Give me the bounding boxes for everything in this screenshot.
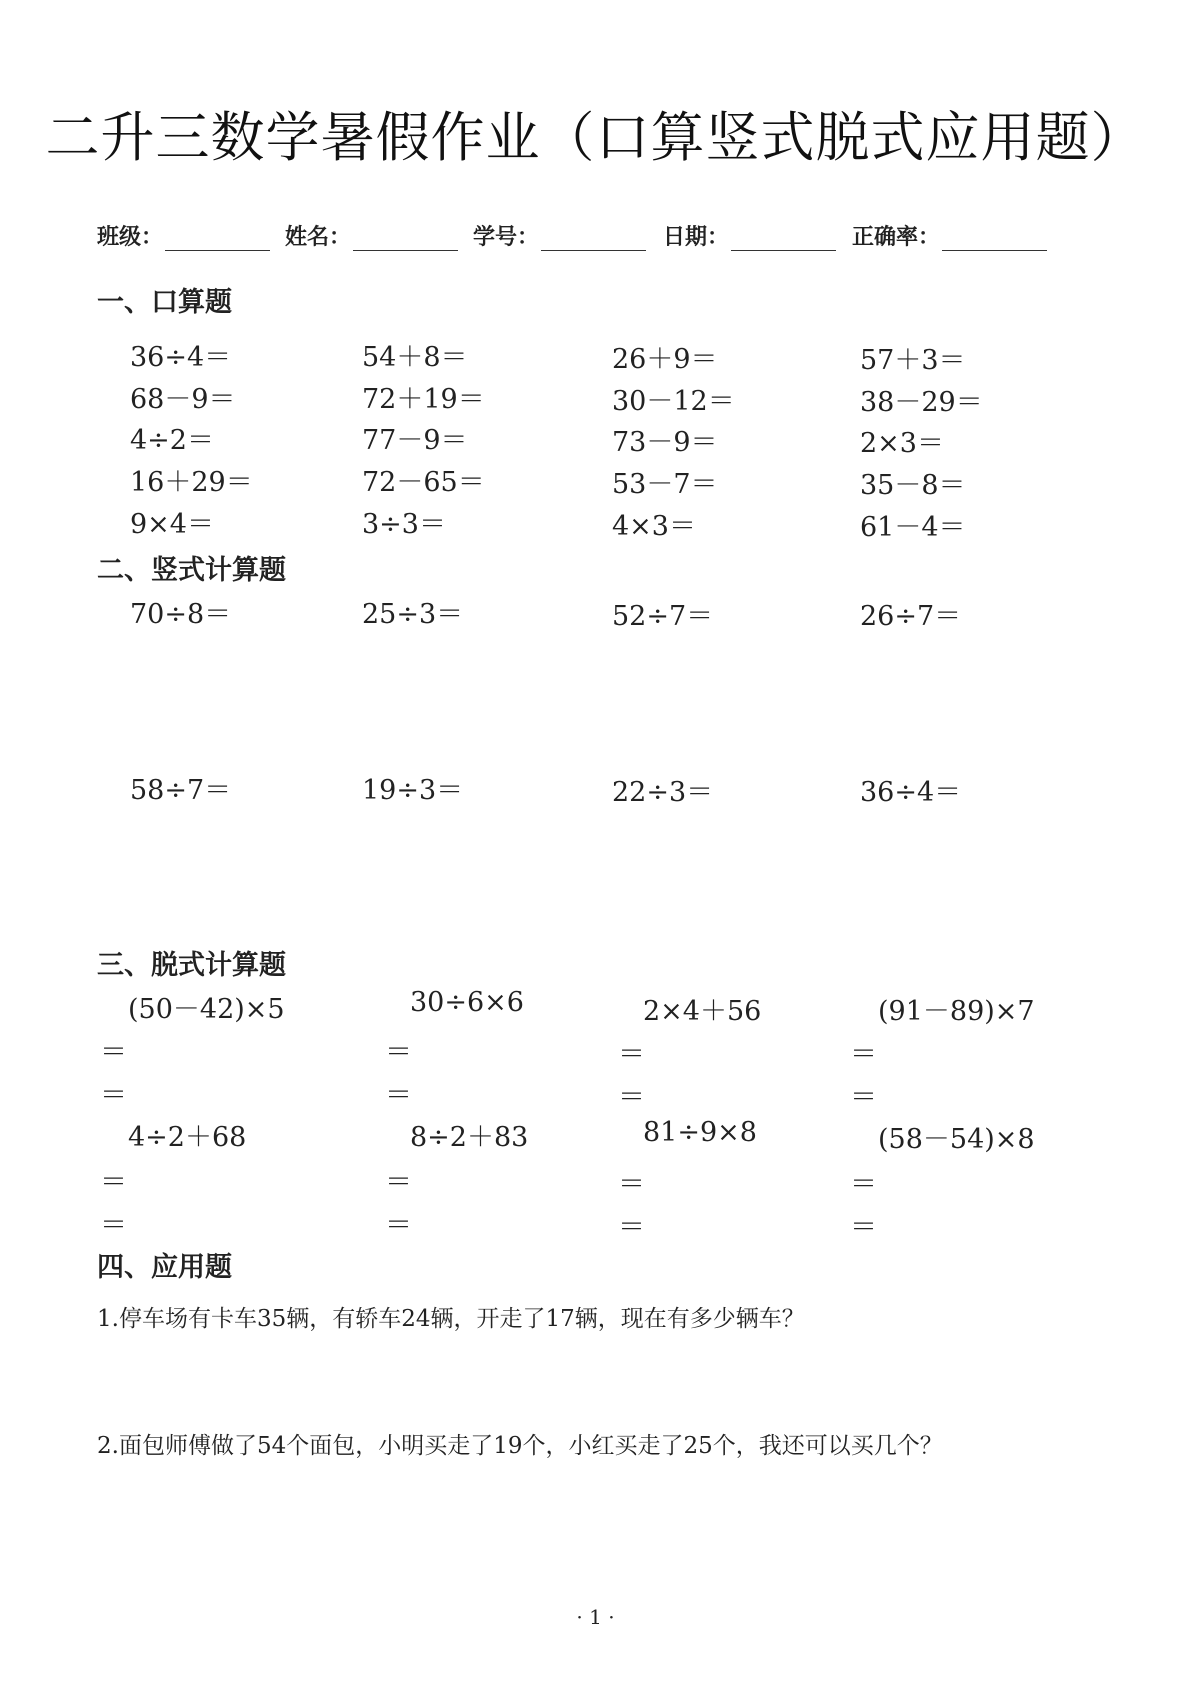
equals-sign: ＝ (850, 1169, 877, 1200)
oral-problem: 61－4＝ (860, 512, 966, 543)
info-field-name (285, 220, 458, 251)
info-label-class: 班级： (97, 225, 164, 250)
oral-problem: 38－29＝ (860, 387, 983, 418)
oral-problem: 53－7＝ (612, 469, 718, 500)
oral-problem: 57＋3＝ (860, 345, 966, 376)
oral-problem: 72＋19＝ (362, 384, 485, 415)
oral-problem: 3÷3＝ (362, 509, 446, 540)
vertical-problem: 36÷4＝ (860, 777, 962, 808)
oral-problem: 68－9＝ (130, 384, 236, 415)
oral-problem: 26＋9＝ (612, 344, 718, 375)
oral-problem: 9×4＝ (130, 509, 214, 540)
accuracy-blank-field[interactable] (942, 224, 1047, 251)
word-problem-2: 2.面包师傅做了54个面包，小明买走了19个，小红买走了25个，我还可以买几个？ (97, 1433, 943, 1459)
info-label-date: 日期： (663, 225, 730, 250)
stepwise-problem: 81÷9×8 (643, 1117, 757, 1148)
oral-problem: 2×3＝ (860, 428, 944, 459)
student-info-row (97, 220, 1117, 260)
info-field-student-id (473, 220, 646, 251)
stepwise-problem: 2×4＋56 (643, 996, 762, 1027)
equals-sign: ＝ (618, 1169, 645, 1200)
info-label-name: 姓名： (285, 225, 352, 250)
section-heading-stepwise: 三、脱式计算题 (97, 950, 286, 981)
oral-problem: 36÷4＝ (130, 342, 232, 373)
stepwise-problem: 8÷2＋83 (410, 1122, 529, 1153)
stepwise-problem: (50－42)×5 (128, 994, 285, 1025)
worksheet-title: 二升三数学暑假作业（口算竖式脱式应用题） (45, 106, 1146, 169)
equals-sign: ＝ (850, 1082, 877, 1113)
vertical-problem: 26÷7＝ (860, 601, 962, 632)
equals-sign: ＝ (385, 1210, 412, 1241)
oral-problem: 77－9＝ (362, 425, 468, 456)
vertical-problem: 52÷7＝ (612, 601, 714, 632)
equals-sign: ＝ (100, 1210, 127, 1241)
info-field-accuracy (852, 220, 1047, 251)
equals-sign: ＝ (385, 1167, 412, 1198)
class-blank-field[interactable] (165, 224, 270, 251)
vertical-problem: 70÷8＝ (130, 599, 232, 630)
equals-sign: ＝ (850, 1212, 877, 1243)
info-field-class (97, 220, 270, 251)
stepwise-problem: 4÷2＋68 (128, 1122, 247, 1153)
equals-sign: ＝ (850, 1039, 877, 1070)
oral-problem: 4÷2＝ (130, 425, 214, 456)
equals-sign: ＝ (618, 1039, 645, 1070)
oral-problem: 4×3＝ (612, 511, 696, 542)
info-field-date (663, 220, 836, 251)
name-blank-field[interactable] (353, 224, 458, 251)
stepwise-problem: (58－54)×8 (878, 1124, 1035, 1155)
vertical-problem: 19÷3＝ (362, 775, 464, 806)
section-heading-word-problems: 四、应用题 (97, 1252, 232, 1283)
equals-sign: ＝ (618, 1082, 645, 1113)
student-id-blank-field[interactable] (541, 224, 646, 251)
equals-sign: ＝ (100, 1037, 127, 1068)
oral-problem: 54＋8＝ (362, 342, 468, 373)
date-blank-field[interactable] (731, 224, 836, 251)
section-heading-oral: 一、口算题 (97, 287, 232, 318)
equals-sign: ＝ (385, 1080, 412, 1111)
stepwise-problem: 30÷6×6 (410, 987, 524, 1018)
oral-problem: 30－12＝ (612, 386, 735, 417)
vertical-problem: 25÷3＝ (362, 599, 464, 630)
equals-sign: ＝ (100, 1167, 127, 1198)
oral-problem: 72－65＝ (362, 467, 485, 498)
equals-sign: ＝ (385, 1037, 412, 1068)
equals-sign: ＝ (618, 1212, 645, 1243)
info-label-accuracy: 正确率： (852, 225, 941, 250)
oral-problem: 73－9＝ (612, 427, 718, 458)
page-number: · 1 · (576, 1605, 615, 1629)
word-problem-1: 1.停车场有卡车35辆，有轿车24辆，开走了17辆，现在有多少辆车？ (97, 1306, 805, 1332)
equals-sign: ＝ (100, 1080, 127, 1111)
stepwise-problem: (91－89)×7 (878, 996, 1035, 1027)
info-label-student-id: 学号： (473, 225, 540, 250)
section-heading-vertical: 二、竖式计算题 (97, 555, 286, 586)
oral-problem: 35－8＝ (860, 470, 966, 501)
vertical-problem: 22÷3＝ (612, 777, 714, 808)
vertical-problem: 58÷7＝ (130, 775, 232, 806)
oral-problem: 16＋29＝ (130, 467, 253, 498)
